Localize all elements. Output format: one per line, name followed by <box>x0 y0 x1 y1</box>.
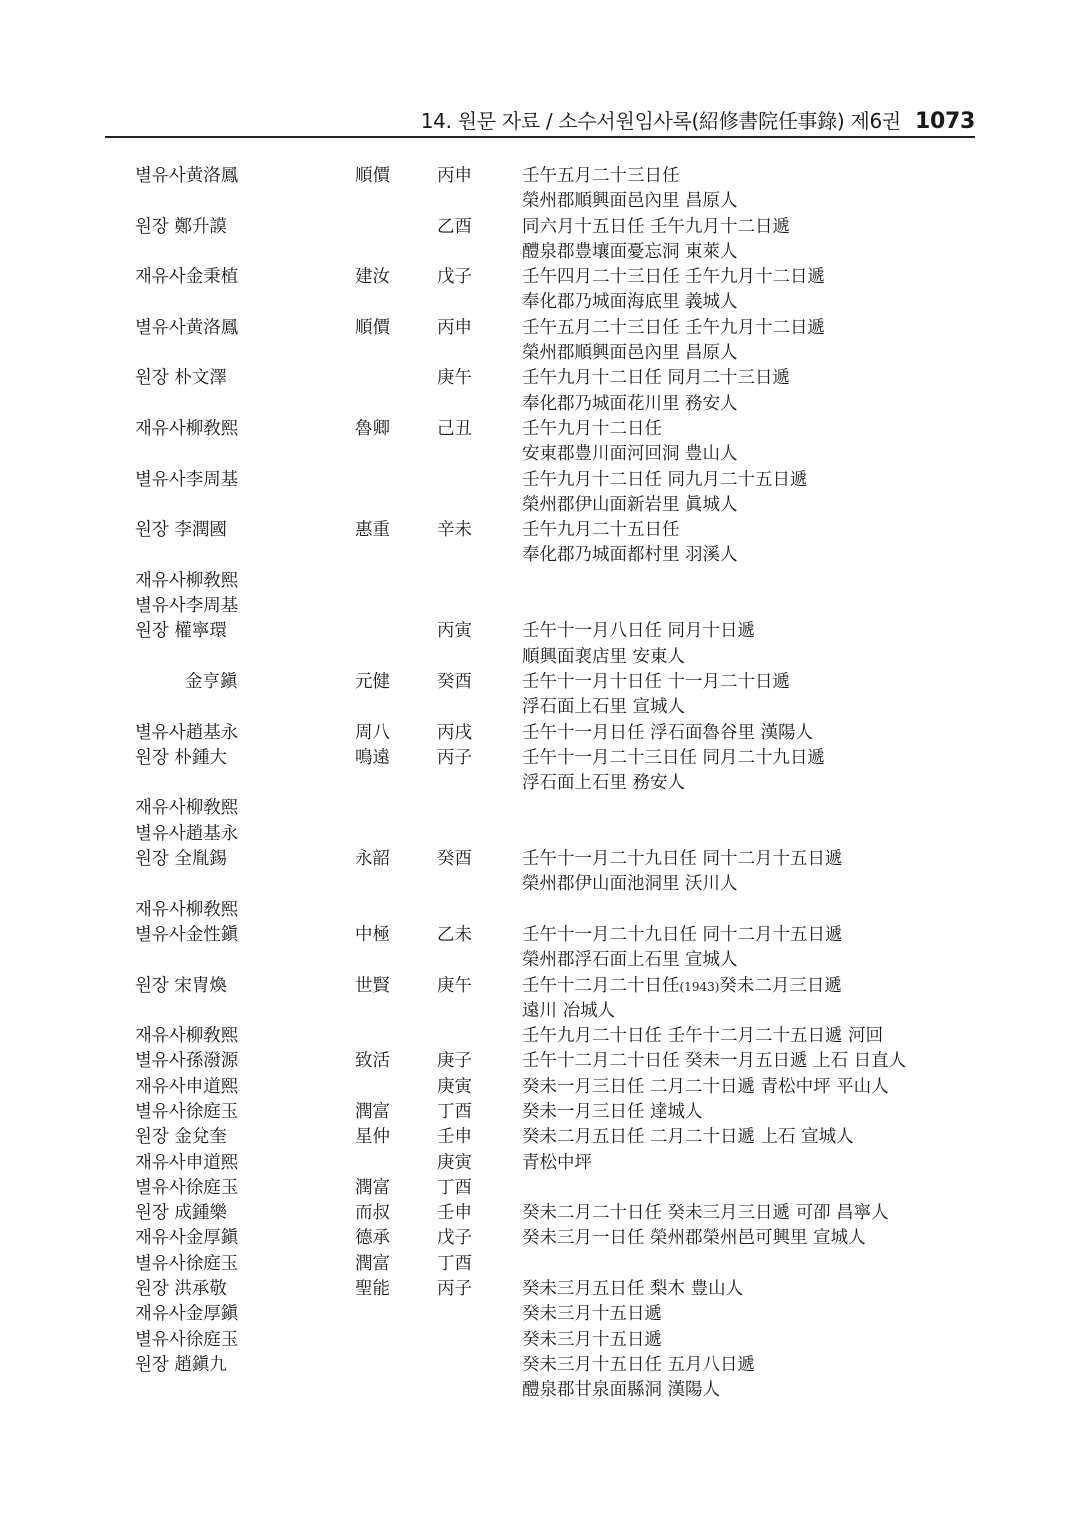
record-row <box>0 265 1075 290</box>
appointment-detail <box>522 1024 883 1049</box>
record-row <box>0 898 1075 923</box>
record-row <box>0 746 1075 771</box>
person-name: 원장 全胤錫 <box>135 849 227 870</box>
person-name: 별유사李周基 <box>135 596 239 617</box>
person-name: 원장 朴鍾大 <box>135 747 227 768</box>
detail-text: 青松中坪 <box>522 1152 592 1173</box>
person-name: 별유사李周基 <box>135 469 239 490</box>
record-row <box>0 442 1075 467</box>
record-row <box>0 215 1075 240</box>
courtesy-name: 潤富 <box>355 1253 390 1274</box>
birth-year: 丙申 <box>437 166 472 186</box>
record-row <box>0 543 1075 568</box>
record-row <box>0 923 1075 948</box>
detail-text: 癸未一月三日任 達城人 <box>522 1101 703 1122</box>
record-row <box>0 645 1075 670</box>
record-row <box>0 670 1075 695</box>
year-annotation: (1943) <box>679 979 720 994</box>
person-name: 별유사黄洛鳳 <box>135 166 239 186</box>
courtesy-name: 惠重 <box>355 520 390 541</box>
birth-year: 乙未 <box>437 924 472 945</box>
appointment-detail <box>522 1226 866 1251</box>
courtesy-name: 致活 <box>355 1051 390 1072</box>
record-row <box>0 822 1075 847</box>
record-row <box>0 164 1075 189</box>
birth-year: 壬申 <box>437 1203 472 1224</box>
record-row <box>0 771 1075 796</box>
appointment-detail <box>522 240 738 265</box>
courtesy-name: 世賢 <box>355 975 390 996</box>
appointment-detail <box>522 1151 592 1176</box>
courtesy-name: 潤富 <box>355 1177 390 1198</box>
person-name: 별유사趙基永 <box>135 823 239 844</box>
detail-text: 壬午九月二十五日任 <box>522 520 680 541</box>
courtesy-name: 潤富 <box>355 1101 390 1122</box>
appointment-detail <box>522 746 825 771</box>
record-row <box>0 493 1075 518</box>
record-row <box>0 872 1075 897</box>
appointment-detail <box>522 518 680 543</box>
courtesy-name: 魯卿 <box>355 418 390 439</box>
detail-text-tail: 癸未二月三日遞 <box>719 975 842 996</box>
page-number: 1073 <box>914 109 975 134</box>
courtesy-name: 永韶 <box>355 849 390 870</box>
detail-text: 榮州郡伊山面新岩里 眞城人 <box>522 494 738 515</box>
detail-text: 醴泉郡豊壤面憂忘洞 東萊人 <box>522 241 738 262</box>
courtesy-name: 聖能 <box>355 1279 390 1300</box>
detail-text: 浮石面上石里 宣城人 <box>522 697 686 718</box>
birth-year: 乙酉 <box>437 216 472 237</box>
appointment-detail <box>522 189 738 214</box>
record-row <box>0 1100 1075 1125</box>
person-name: 재유사金厚鎭 <box>135 1228 239 1249</box>
birth-year: 庚午 <box>437 975 472 996</box>
appointment-detail <box>522 164 680 189</box>
courtesy-name: 建汝 <box>355 267 390 288</box>
appointment-detail <box>522 1201 889 1226</box>
detail-text: 榮州郡浮石面上石里 宣城人 <box>522 950 738 971</box>
person-name: 원장 成鍾樂 <box>135 1203 227 1224</box>
detail-text: 奉化郡乃城面都村里 羽溪人 <box>522 545 738 566</box>
appointment-detail <box>522 1049 906 1074</box>
courtesy-name: 周八 <box>355 722 390 743</box>
appointment-detail <box>522 468 808 493</box>
birth-year: 丁酉 <box>437 1101 472 1122</box>
detail-text: 醴泉郡甘泉面縣洞 漢陽人 <box>522 1380 721 1401</box>
person-name: 재유사柳敎熙 <box>135 418 239 439</box>
appointment-detail <box>522 265 825 290</box>
appointment-detail <box>522 923 843 948</box>
appointment-detail <box>522 1378 720 1403</box>
record-row <box>0 1302 1075 1327</box>
appointment-detail <box>522 1100 703 1125</box>
detail-text: 安東郡豊川面河回洞 豊山人 <box>522 444 738 465</box>
appointment-detail <box>522 316 825 341</box>
detail-text: 壬午十一月日任 浮石面魯谷里 漢陽人 <box>522 722 814 743</box>
detail-text: 榮州郡順興面邑內里 昌原人 <box>522 191 738 212</box>
appointment-detail <box>522 442 738 467</box>
appointment-detail <box>522 1302 662 1327</box>
person-name: 원장 朴文澤 <box>135 368 227 389</box>
courtesy-name: 元健 <box>355 671 390 692</box>
appointment-records <box>0 164 1075 1404</box>
record-row <box>0 695 1075 720</box>
detail-text: 癸未三月五日任 梨木 豊山人 <box>522 1279 744 1300</box>
detail-text: 壬午五月二十三日任 <box>522 166 680 186</box>
courtesy-name: 鳴遠 <box>355 747 390 768</box>
record-row <box>0 1378 1075 1403</box>
record-row <box>0 619 1075 644</box>
birth-year: 丁酉 <box>437 1177 472 1198</box>
detail-text: 壬午四月二十三日任 壬午九月十二日遞 <box>522 267 826 288</box>
birth-year: 丙申 <box>437 317 472 338</box>
appointment-detail <box>522 1277 743 1302</box>
appointment-detail <box>522 1125 854 1150</box>
birth-year: 庚午 <box>437 368 472 389</box>
detail-text: 壬午十一月二十三日任 同月二十九日遞 <box>522 747 826 768</box>
detail-text: 順興面裵店里 安東人 <box>522 646 686 667</box>
birth-year: 丁酉 <box>437 1253 472 1274</box>
person-name: 별유사徐庭玉 <box>135 1329 239 1350</box>
record-row <box>0 1328 1075 1353</box>
record-row <box>0 796 1075 821</box>
record-row <box>0 1125 1075 1150</box>
appointment-detail <box>522 670 790 695</box>
record-row <box>0 392 1075 417</box>
appointment-detail <box>522 974 842 1000</box>
record-row <box>0 1151 1075 1176</box>
birth-year: 丙子 <box>437 747 472 768</box>
appointment-detail <box>522 771 685 796</box>
person-name: 원장 李潤國 <box>135 520 227 541</box>
birth-year: 戊子 <box>437 1228 472 1249</box>
record-row <box>0 721 1075 746</box>
detail-text: 奉化郡乃城面海底里 義城人 <box>522 292 738 313</box>
birth-year: 癸酉 <box>437 849 472 870</box>
person-name: 원장 宋冑煥 <box>135 975 227 996</box>
person-name: 별유사徐庭玉 <box>135 1101 239 1122</box>
birth-year: 己丑 <box>437 418 472 439</box>
person-name: 별유사趙基永 <box>135 722 239 743</box>
record-row <box>0 1049 1075 1074</box>
birth-year: 庚子 <box>437 1051 472 1072</box>
record-row <box>0 1176 1075 1201</box>
header-title: 14. 원문 자료 / 소수서원임사록(紹修書院任事錄) 제6권 <box>420 109 901 133</box>
record-row <box>0 1252 1075 1277</box>
detail-text: 壬午十一月二十九日任 同十二月十五日遞 <box>522 849 843 870</box>
detail-text: 壬午十一月二十九日任 同十二月十五日遞 <box>522 924 843 945</box>
person-name: 별유사孫潑源 <box>135 1051 239 1072</box>
record-row <box>0 569 1075 594</box>
detail-text: 壬午九月十二日任 同九月二十五日遞 <box>522 469 808 490</box>
person-name: 별유사徐庭玉 <box>135 1253 239 1274</box>
record-row <box>0 468 1075 493</box>
person-name: 재유사申道熙 <box>135 1152 239 1173</box>
detail-text: 壬午十一月十日任 十一月二十日遞 <box>522 671 791 692</box>
detail-text: 癸未三月十五日遞 <box>522 1304 662 1325</box>
person-name: 金亨鎭 <box>185 671 238 692</box>
detail-text: 壬午九月二十日任 壬午十二月二十五日遞 河回 <box>522 1026 884 1047</box>
appointment-detail <box>522 1328 662 1353</box>
person-name: 원장 權寧環 <box>135 621 227 642</box>
record-row <box>0 1353 1075 1378</box>
detail-text: 奉化郡乃城面花川里 務安人 <box>522 393 738 414</box>
appointment-detail <box>522 1353 755 1378</box>
detail-text: 壬午五月二十三日任 壬午九月十二日遞 <box>522 317 826 338</box>
detail-text: 同六月十五日任 壬午九月十二日遞 <box>522 216 791 237</box>
record-row <box>0 240 1075 265</box>
appointment-detail <box>522 721 813 746</box>
appointment-detail <box>522 341 738 366</box>
record-row <box>0 417 1075 442</box>
person-name: 재유사金厚鎭 <box>135 1304 239 1325</box>
birth-year: 癸酉 <box>437 671 472 692</box>
detail-text: 遠川 冶城人 <box>522 1000 616 1021</box>
detail-text: 癸未三月一日任 榮州郡榮州邑可興里 宣城人 <box>522 1228 866 1249</box>
appointment-detail <box>522 872 738 897</box>
courtesy-name: 而叔 <box>355 1203 390 1224</box>
appointment-detail <box>522 392 738 417</box>
person-name: 원장 鄭升謨 <box>135 216 227 237</box>
record-row <box>0 366 1075 391</box>
detail-text: 壬午十一月八日任 同月十日遞 <box>522 621 756 642</box>
person-name: 재유사金秉植 <box>135 267 239 288</box>
courtesy-name: 中極 <box>355 924 390 945</box>
detail-text: 榮州郡伊山面池洞里 沃川人 <box>522 874 738 895</box>
appointment-detail <box>522 695 685 720</box>
appointment-detail <box>522 493 738 518</box>
appointment-detail <box>522 847 843 872</box>
running-header <box>105 104 975 138</box>
person-name: 원장 趙鎭九 <box>135 1354 227 1375</box>
birth-year: 辛未 <box>437 520 472 541</box>
birth-year: 庚寅 <box>437 1152 472 1173</box>
appointment-detail <box>522 366 790 391</box>
appointment-detail <box>522 999 615 1024</box>
person-name: 별유사徐庭玉 <box>135 1177 239 1198</box>
record-row <box>0 948 1075 973</box>
record-row <box>0 594 1075 619</box>
birth-year: 庚寅 <box>437 1076 472 1097</box>
record-row <box>0 518 1075 543</box>
detail-text: 壬午十二月二十日任 癸未一月五日遞 上石 日直人 <box>522 1051 907 1072</box>
detail-text: 浮石面上石里 務安人 <box>522 773 686 794</box>
person-name: 재유사柳敎熙 <box>135 899 239 920</box>
person-name: 재유사柳敎熙 <box>135 570 239 591</box>
record-row <box>0 341 1075 366</box>
appointment-detail <box>522 215 790 240</box>
courtesy-name: 星仲 <box>355 1127 390 1148</box>
person-name: 별유사金性鎭 <box>135 924 239 945</box>
birth-year: 丙子 <box>437 1279 472 1300</box>
detail-text: 壬午十二月二十日任 <box>522 975 680 996</box>
person-name: 재유사柳敎熙 <box>135 798 239 819</box>
birth-year: 丙寅 <box>437 621 472 642</box>
record-row <box>0 316 1075 341</box>
courtesy-name: 順價 <box>355 166 390 186</box>
appointment-detail <box>522 290 738 315</box>
detail-text: 壬午九月十二日任 同月二十三日遞 <box>522 368 791 389</box>
birth-year: 丙戌 <box>437 722 472 743</box>
detail-text: 榮州郡順興面邑內里 昌原人 <box>522 343 738 364</box>
appointment-detail <box>522 645 685 670</box>
record-row <box>0 290 1075 315</box>
record-row <box>0 1226 1075 1251</box>
record-row <box>0 974 1075 999</box>
appointment-detail <box>522 543 738 568</box>
record-row <box>0 999 1075 1024</box>
person-name: 별유사黄洛鳳 <box>135 317 239 338</box>
appointment-detail <box>522 417 662 442</box>
appointment-detail <box>522 619 755 644</box>
person-name: 원장 金兌奎 <box>135 1127 227 1148</box>
detail-text: 癸未三月十五日遞 <box>522 1329 662 1350</box>
person-name: 재유사申道熙 <box>135 1076 239 1097</box>
courtesy-name: 德承 <box>355 1228 390 1249</box>
record-row <box>0 847 1075 872</box>
detail-text: 癸未一月三日任 二月二十日遞 青松中坪 平山人 <box>522 1076 889 1097</box>
record-row <box>0 1201 1075 1226</box>
detail-text: 癸未三月十五日任 五月八日遞 <box>522 1354 756 1375</box>
detail-text: 壬午九月十二日任 <box>522 418 662 439</box>
person-name: 원장 洪承敬 <box>135 1279 227 1300</box>
detail-text: 癸未二月五日任 二月二十日遞 上石 宣城人 <box>522 1127 854 1148</box>
record-row <box>0 1277 1075 1302</box>
birth-year: 壬申 <box>437 1127 472 1148</box>
appointment-detail <box>522 948 738 973</box>
birth-year: 戊子 <box>437 267 472 288</box>
record-row <box>0 1075 1075 1100</box>
person-name: 재유사柳敎熙 <box>135 1026 239 1047</box>
record-row <box>0 189 1075 214</box>
record-row <box>0 1024 1075 1049</box>
appointment-detail <box>522 1075 889 1100</box>
courtesy-name: 順價 <box>355 317 390 338</box>
detail-text: 癸未二月二十日任 癸未三月三日遞 可卲 昌寧人 <box>522 1203 889 1224</box>
